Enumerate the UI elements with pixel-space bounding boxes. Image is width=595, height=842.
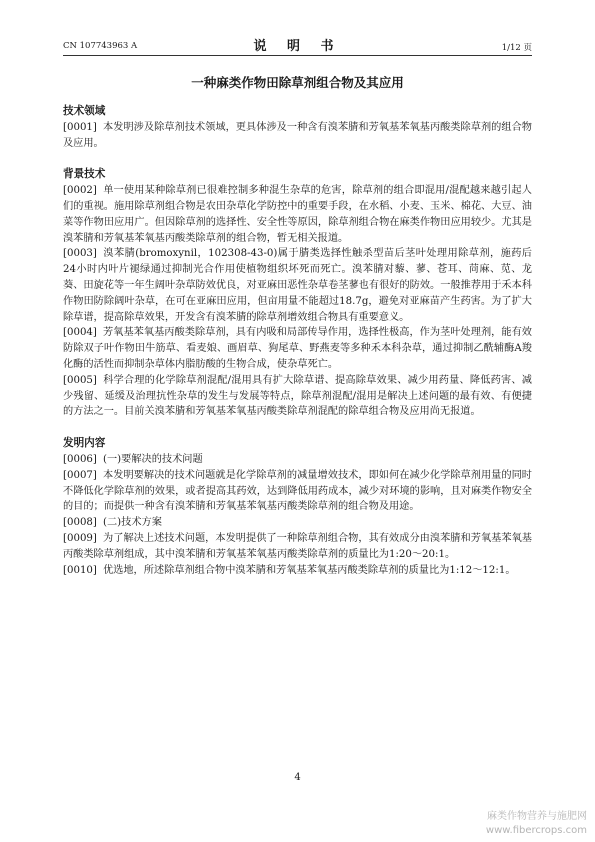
page-number: 4	[294, 772, 301, 783]
paragraph-number: [0010]	[63, 564, 97, 576]
page-info: 1/12 页	[501, 43, 532, 53]
paragraph-number: [0008]	[63, 517, 97, 529]
section-heading: 技术领域	[63, 105, 106, 117]
watermark	[486, 810, 587, 838]
paragraph	[63, 531, 532, 563]
page-header	[63, 35, 532, 53]
section-heading: 背景技术	[63, 168, 106, 181]
paragraph-text: 本发明要解决的技术问题就是化学除草剂的减量增效技术，即如何在减少化学除草剂用量的同时不降低化学除草剂的效果，或者提高其药效，达到降低用药成本，减少对环境的影响，且对麻类作物安全的目的；而提供一种含有溴苯腈和芳氧基苯氧基丙酸类除草剂的组合物及用途。	[63, 469, 532, 513]
paragraph	[63, 246, 532, 325]
paragraph-number: [0002]	[63, 185, 97, 197]
paragraph-text: 溴苯腈(bromoxynil，102308-43-0)属于腈类选择性触杀型苗后茎叶处理用除草剂，施药后24小时内叶片褪绿通过抑制光合作用使植物组织坏死而死亡。溴苯腈对藜、蓼、苍耳、苘麻、苋、龙葵、田旋花等一年生阔叶杂草防效优良，对亚麻田恶性杂草卷茎蓼也有很好的防效。一般推荐用于禾本科作物田防除阔叶杂草，在可在亚麻田应用，但亩用量不能超过18.7g，避免对亚麻苗产生药害。为了扩大除草谱，提高除草效果，开发含有溴苯腈的除草剂增效组合物具有重要意义。	[63, 248, 532, 323]
header-divider	[63, 55, 532, 56]
document-title: 一种麻类作物田除草剂组合物及其应用	[191, 75, 404, 90]
paragraph-text: (一)要解决的技术问题	[103, 453, 203, 465]
paragraph-number: [0007]	[63, 469, 97, 481]
publication-number: CN 107743963 A	[63, 41, 138, 51]
paragraph	[63, 563, 532, 579]
paragraph	[63, 373, 532, 420]
watermark-site-name: 麻类作物营养与施肥网	[487, 811, 587, 822]
paragraph-text: 科学合理的化学除草剂混配/混用具有扩大除草谱、提高除草效果、减少用药量、降低药害、减少残留、延缓及治理抗性杂草的发生与发展等特点，除草剂混配/混用是解决上述问题的最有效、有便捷的方法之一。目前关溴苯腈和芳氧基苯氧基丙酸类除草剂混配的除草组合物及应用尚无报道。	[63, 374, 532, 418]
paragraph-number: [0006]	[63, 453, 97, 465]
paragraph-text: 芳氧基苯氧基丙酸类除草剂，具有内吸和局部传导作用，选择性极高，作为茎叶处理剂，能有效防除双子叶作物田牛筋草、看麦娘、画眉草、狗尾草、野燕麦等多种禾本科杂草，通过抑制乙酰辅酶A羧化酶的活性而抑制杂草体内脂肪酸的生物合成，使杂草死亡。	[63, 327, 532, 370]
document-type: 说 明 书	[253, 39, 342, 54]
paragraph-text: 为了解决上述技术问题，本发明提供了一种除草剂组合物，其有效成分由溴苯腈和芳氧基苯氧基丙酸类除草剂组成，其中溴苯腈和芳氧基苯氧基丙酸类除草剂的质量比为1:20～20:1。	[63, 532, 532, 560]
paragraph-number: [0001]	[63, 121, 97, 133]
paragraph	[63, 468, 532, 515]
paragraph-number: [0009]	[63, 532, 97, 544]
paragraph	[63, 183, 532, 246]
paragraph	[63, 120, 532, 152]
paragraph-number: [0003]	[63, 248, 97, 260]
section-heading: 发明内容	[63, 437, 106, 450]
paragraph	[63, 515, 532, 531]
paragraph-text: 本发明涉及除草剂技术领域，更具体涉及一种含有溴苯腈和芳氧基苯氧基丙酸类除草剂的组合物及应用。	[63, 121, 532, 149]
paragraph-number: [0005]	[63, 374, 97, 386]
document-body	[63, 104, 532, 578]
paragraph-text: 单一使用某种除草剂已很难控制多种混生杂草的危害，除草剂的组合即混用/混配越来越引起人们的重视。施用除草剂组合物是农田杂草化学防控中的重要手段，在水稻、小麦、玉米、棉花、大豆、油菜等作物田应用广。但因除草剂的选择性、安全性等原因，除草剂组合物在麻类作物田应用较少。尤其是溴苯腈和芳氧基苯氧基丙酸类除草剂的组合物，暂无相关报道。	[63, 185, 532, 244]
paragraph	[63, 452, 532, 468]
paragraph-number: [0004]	[63, 327, 97, 339]
paragraph-text: (二)技术方案	[103, 517, 162, 529]
watermark-url: www.fibercrops.com	[485, 825, 587, 836]
paragraph-text: 优选地，所述除草剂组合物中溴苯腈和芳氧基苯氧基丙酸类除草剂的质量比为1:12～12:1。	[103, 564, 516, 576]
paragraph	[63, 325, 532, 372]
